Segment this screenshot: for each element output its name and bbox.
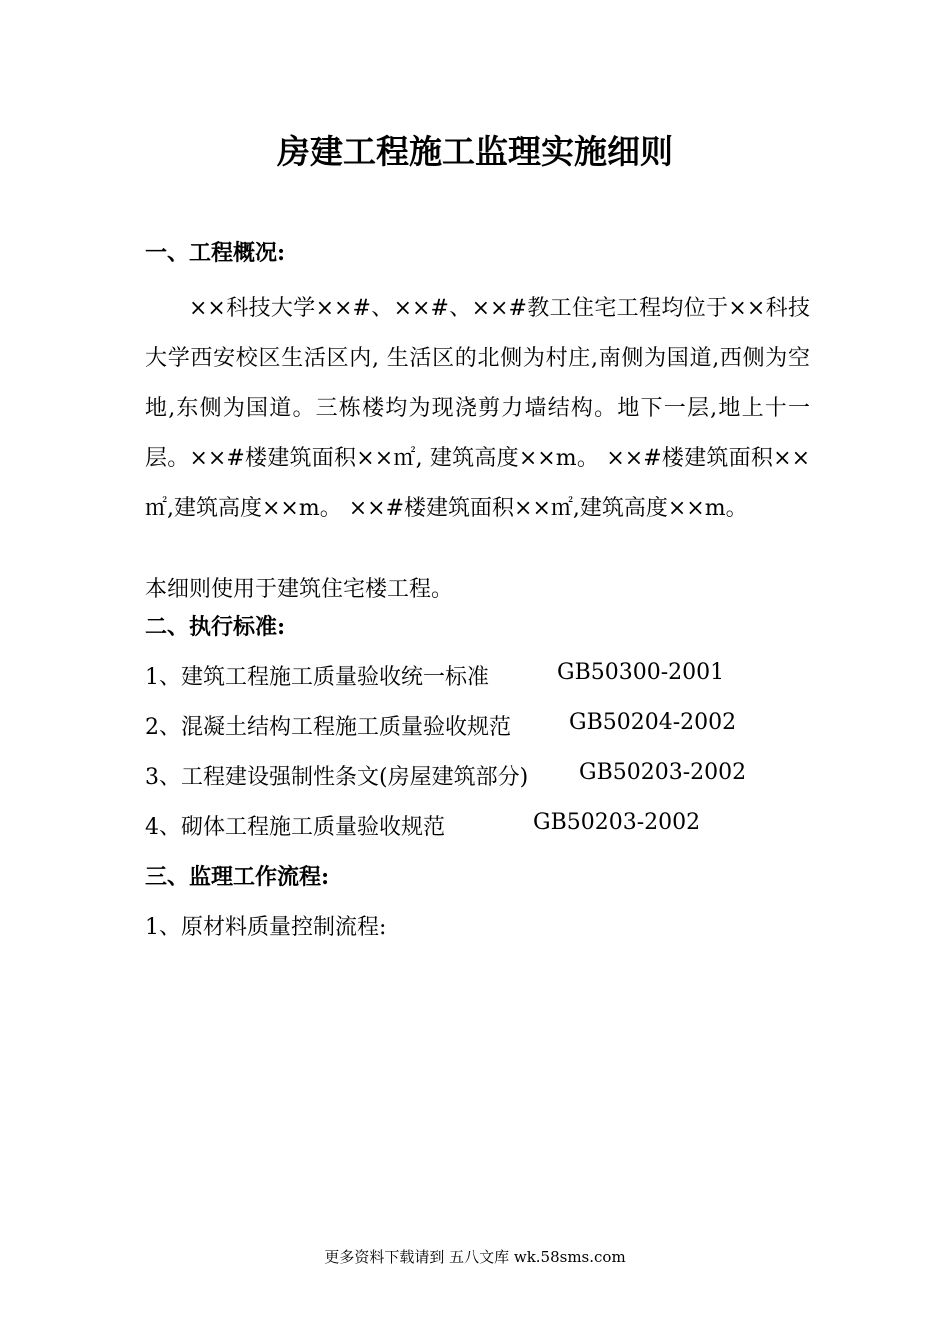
standard-name: 4、砌体工程施工质量验收规范 xyxy=(145,815,445,840)
document-title: 房建工程施工监理实施细则 xyxy=(277,132,673,171)
section-2-heading: 二、执行标准: xyxy=(145,614,286,640)
standard-name: 3、工程建设强制性条文(房屋建筑部分) xyxy=(145,765,529,790)
standard-item-2 xyxy=(145,710,810,741)
standard-name: 1、建筑工程施工质量验收统一标准 xyxy=(145,665,489,690)
standard-code: GB50203-2002 xyxy=(533,810,701,835)
standard-item-1 xyxy=(145,660,810,691)
standard-item-3 xyxy=(145,760,810,791)
workflow-item-1: 1、原材料质量控制流程: xyxy=(145,915,387,940)
standard-name: 2、混凝土结构工程施工质量验收规范 xyxy=(145,715,511,740)
standard-code: GB50204-2002 xyxy=(569,710,737,735)
section-1-heading: 一、工程概况: xyxy=(145,240,286,266)
scope-note: 本细则使用于建筑住宅楼工程。 xyxy=(145,577,454,602)
project-overview-paragraph: ××科技大学××#、××#、××#教工住宅工程均位于××科技大学西安校区生活区内, 生活区的北侧为村庄,南侧为国道,西侧为空地,东侧为国道。三栋楼均为现浇剪力墙结构。地下一层,地上十一层。××#楼建筑面积××㎡, 建筑高度××m。 ××#楼建筑面积××㎡,建筑高度××m。 ××#楼建筑面积××㎡,建筑高度××m。 xyxy=(145,296,810,521)
section-3-heading: 三、监理工作流程: xyxy=(145,864,330,890)
standard-item-4 xyxy=(145,810,810,841)
standard-code: GB50300-2001 xyxy=(557,660,725,685)
standard-code: GB50203-2002 xyxy=(579,760,747,785)
footer-text: 更多资料下载请到 五八文库 wk.58sms.com xyxy=(324,1248,626,1266)
